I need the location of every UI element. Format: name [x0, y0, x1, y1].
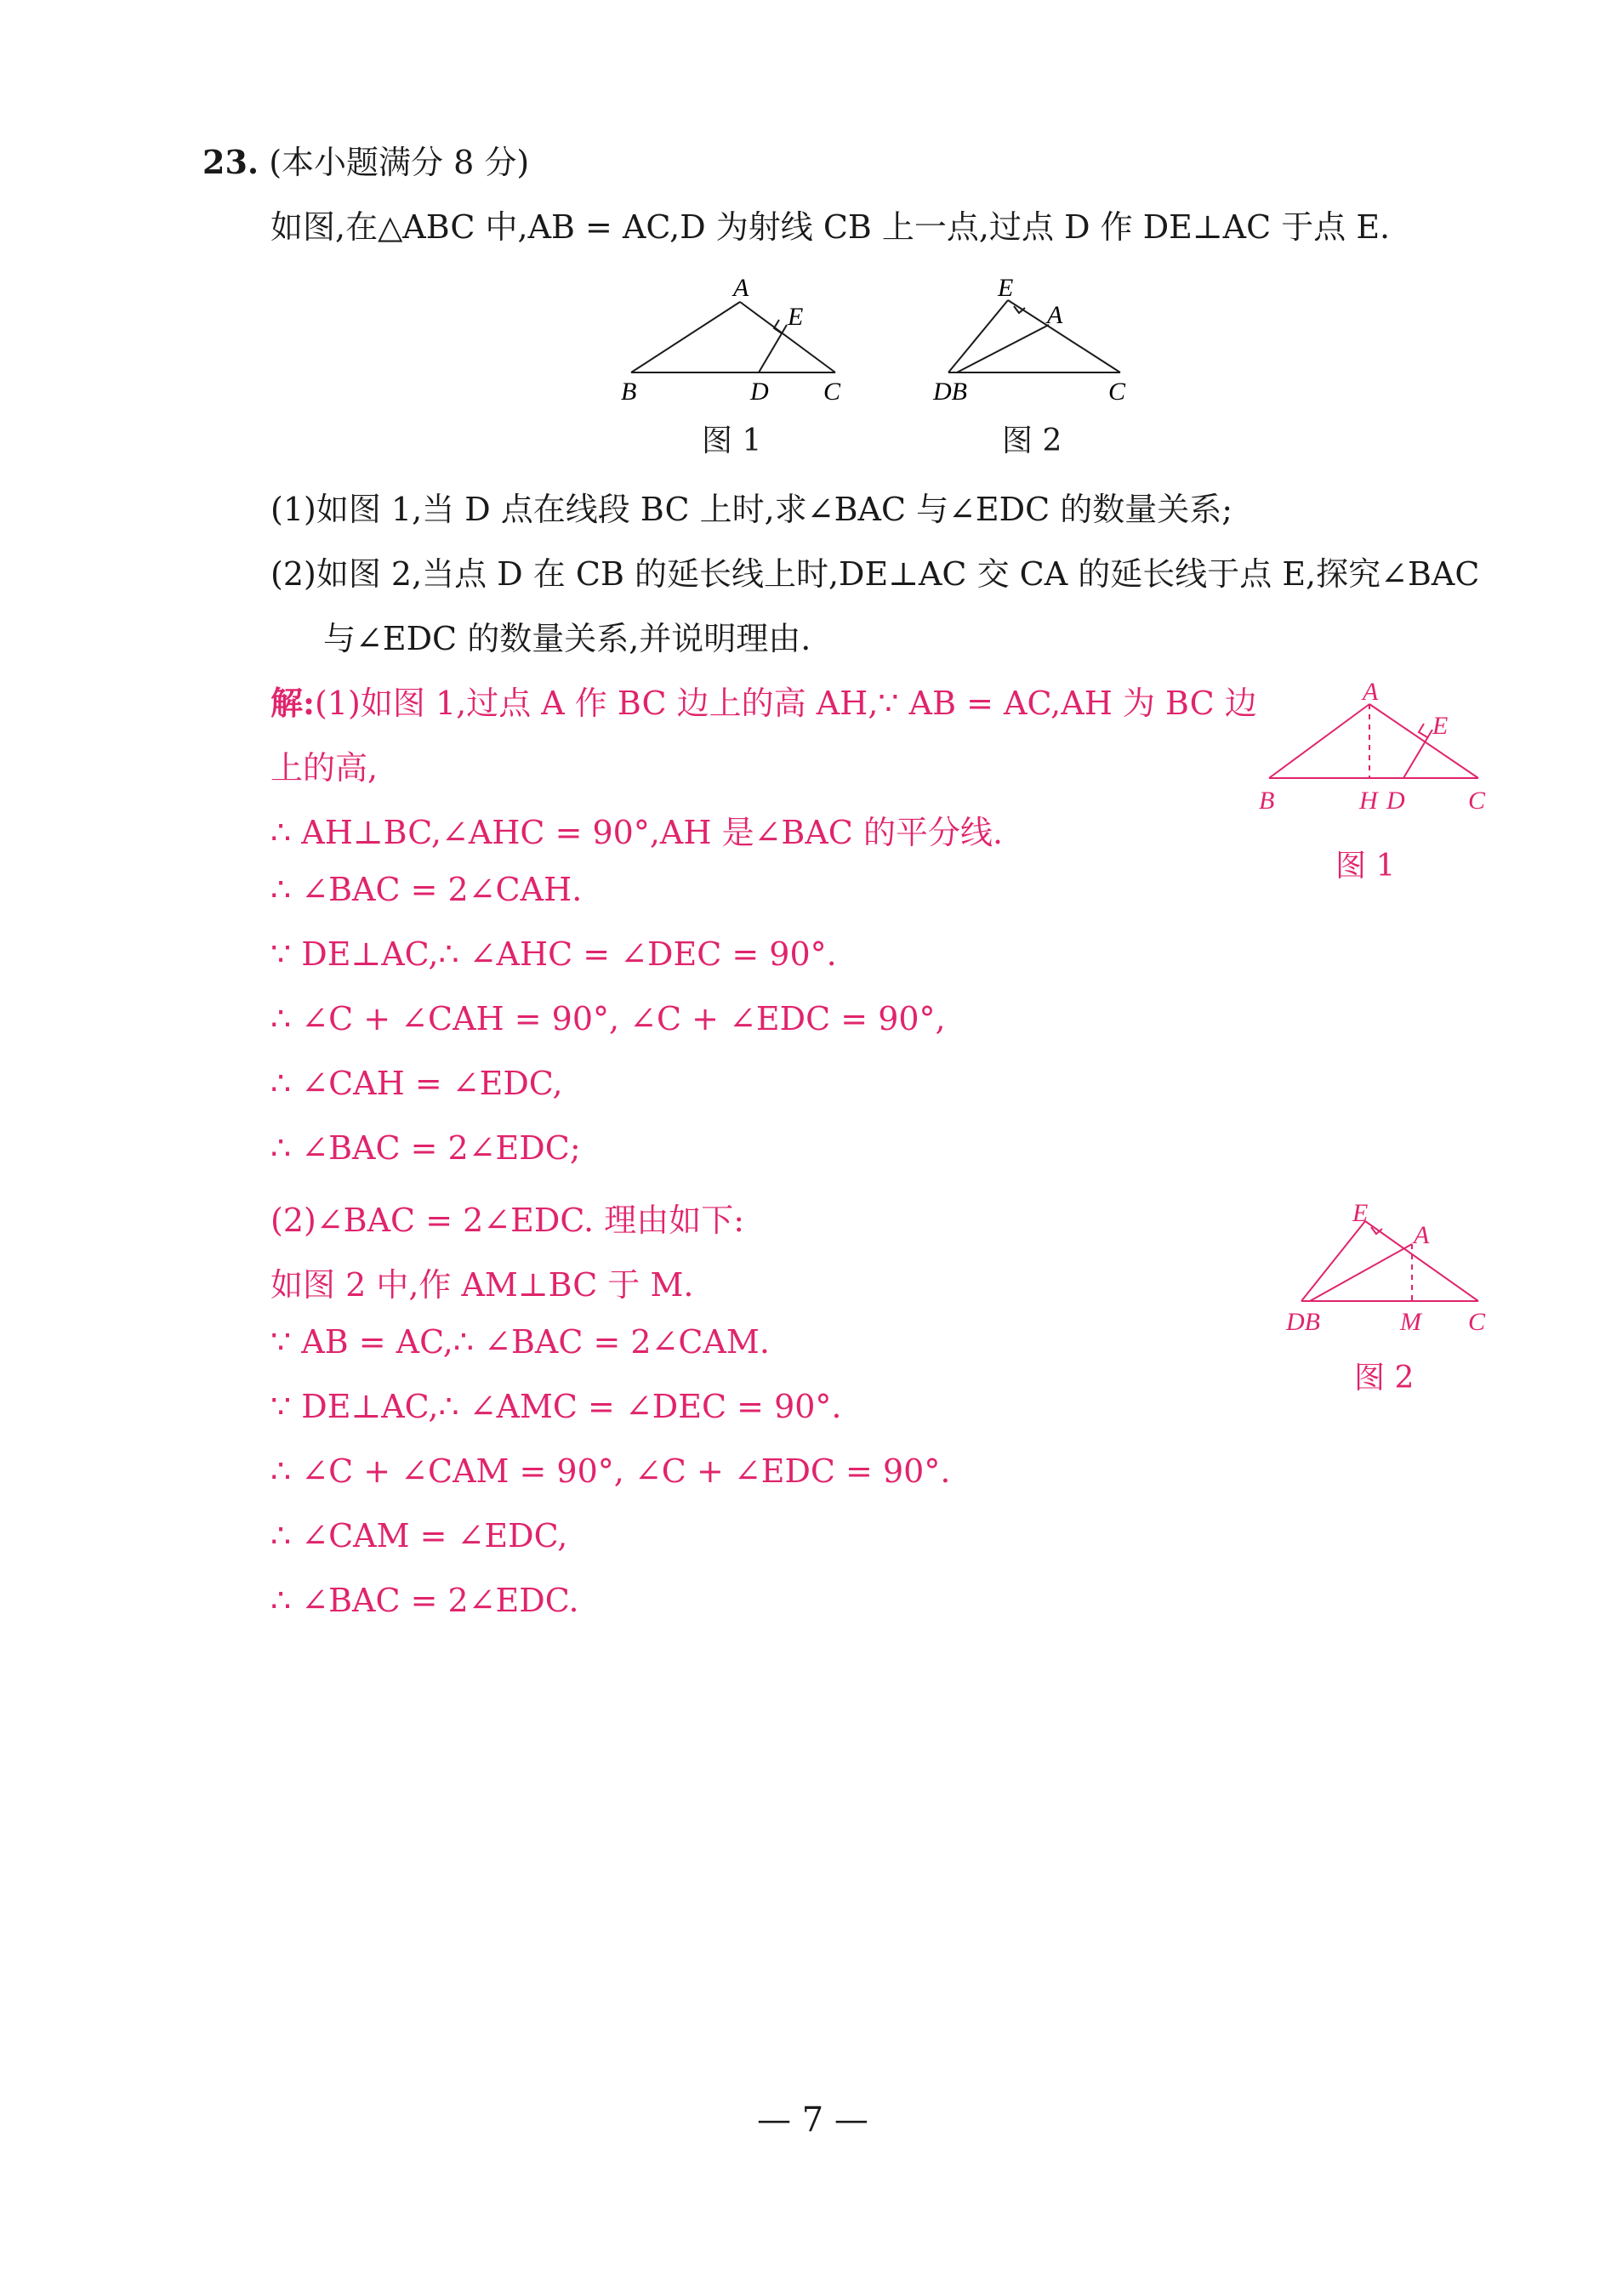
fig2-label-a: A	[1047, 301, 1063, 329]
question-figure-1	[612, 264, 859, 408]
sfig1-label-d: D	[1386, 787, 1405, 815]
solution-line-14: ∴ ∠CAM = ∠EDC,	[270, 1517, 568, 1554]
sfig2-label-c: C	[1468, 1308, 1486, 1336]
solution-line-10: 如图 2 中,作 AM⊥BC 于 M.	[270, 1266, 694, 1304]
question-part-1: (1)如图 1,当 D 点在线段 BC 上时,求∠BAC 与∠EDC 的数量关系;	[270, 491, 1233, 528]
solution-line-1-text: (1)如图 1,过点 A 作 BC 边上的高 AH,∵ AB = AC,AH 为 BC 边	[315, 685, 1257, 722]
solution-figure-1	[1250, 676, 1497, 825]
solution-line-15: ∴ ∠BAC = 2∠EDC.	[270, 1582, 579, 1619]
question-figure-1-caption: 图 1	[702, 423, 762, 458]
sfig2-label-e: E	[1352, 1199, 1369, 1227]
solution-line-1	[270, 677, 1257, 724]
sfig1-right-angle	[1419, 724, 1427, 737]
solution-line-2: 上的高,	[270, 749, 379, 787]
fig1-line-ab	[631, 302, 740, 372]
solution-line-3: ∴ AH⊥BC,∠AHC = 90°,AH 是∠BAC 的平分线.	[270, 814, 1004, 851]
solution-figure-2-caption: 图 2	[1354, 1361, 1415, 1395]
question-figure-2-caption: 图 2	[1002, 423, 1062, 458]
fig2-label-db: DB	[933, 378, 967, 406]
sfig1-line-ac	[1369, 704, 1478, 778]
solution-figure-1-caption: 图 1	[1335, 849, 1396, 884]
solution-line-12: ∵ DE⊥AC,∴ ∠AMC = ∠DEC = 90°.	[270, 1388, 842, 1425]
solution-line-4: ∴ ∠BAC = 2∠CAH.	[270, 871, 583, 908]
sfig1-line-ab	[1269, 704, 1369, 778]
question-part-2-line-1: (2)如图 2,当点 D 在 CB 的延长线上时,DE⊥AC 交 CA 的延长线于点 E,探究∠BAC	[270, 555, 1480, 593]
sfig2-label-db: DB	[1286, 1308, 1320, 1336]
fig1-label-d: D	[750, 378, 769, 406]
sfig1-label-c: C	[1468, 787, 1486, 815]
solution-line-9: (2)∠BAC = 2∠EDC. 理由如下:	[270, 1202, 745, 1239]
sfig1-label-a: A	[1363, 678, 1379, 706]
sfig2-line-de	[1301, 1221, 1365, 1301]
fig2-line-ba	[957, 325, 1049, 372]
question-number: 23.	[202, 143, 259, 181]
solution-line-8: ∴ ∠BAC = 2∠EDC;	[270, 1129, 581, 1167]
sfig1-label-h: H	[1359, 787, 1378, 815]
sfig1-label-e: E	[1432, 712, 1449, 740]
question-stem: 如图,在△ABC 中,AB = AC,D 为射线 CB 上一点,过点 D 作 DE⊥AC 于点 E.	[270, 208, 1391, 246]
fig1-label-c: C	[823, 378, 841, 406]
sfig1-label-b: B	[1259, 787, 1275, 815]
sfig2-label-m: M	[1400, 1308, 1421, 1336]
fig2-label-c: C	[1108, 378, 1126, 406]
question-figure-2	[931, 264, 1144, 408]
fig1-label-a: A	[733, 274, 749, 302]
solution-figure-2	[1284, 1191, 1497, 1339]
solution-line-6: ∴ ∠C + ∠CAH = 90°, ∠C + ∠EDC = 90°,	[270, 1000, 946, 1037]
sfig2-label-a: A	[1414, 1221, 1430, 1249]
fig1-label-b: B	[621, 378, 637, 406]
solution-line-5: ∵ DE⊥AC,∴ ∠AHC = ∠DEC = 90°.	[270, 935, 837, 973]
solution-line-13: ∴ ∠C + ∠CAM = 90°, ∠C + ∠EDC = 90°.	[270, 1452, 951, 1490]
page-number: — 7 —	[757, 2100, 868, 2140]
question-score: (本小题满分 8 分)	[269, 144, 530, 181]
fig1-line-de	[759, 325, 787, 372]
fig2-label-e: E	[998, 274, 1014, 302]
question-part-2-line-2: 与∠EDC 的数量关系,并说明理由.	[323, 620, 811, 657]
solution-line-7: ∴ ∠CAH = ∠EDC,	[270, 1065, 563, 1102]
solution-head: 解:	[270, 684, 316, 722]
question-header	[202, 136, 529, 183]
solution-line-11: ∵ AB = AC,∴ ∠BAC = 2∠CAM.	[270, 1323, 770, 1361]
fig1-label-e: E	[788, 303, 804, 331]
